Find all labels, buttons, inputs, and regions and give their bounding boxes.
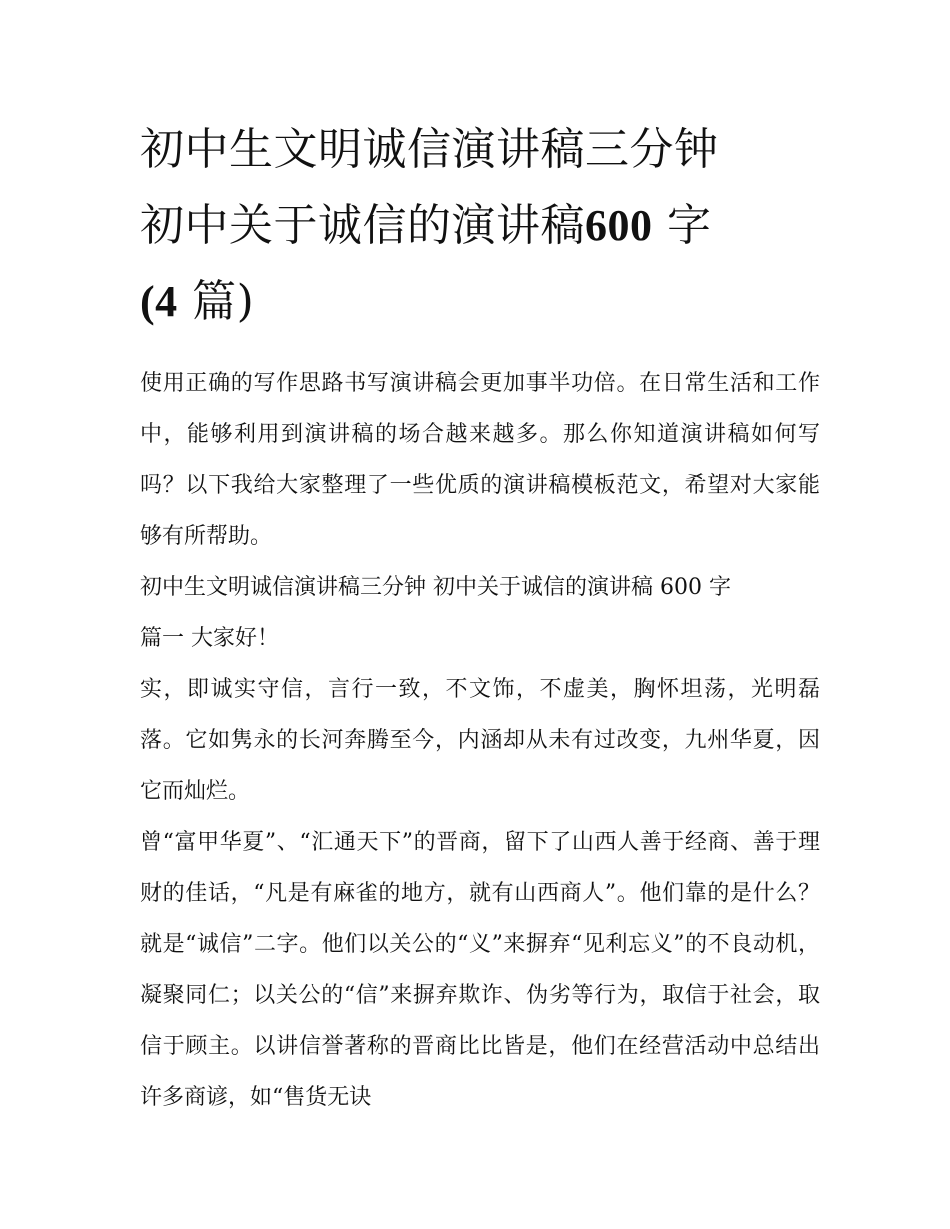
title-word-count: 600 xyxy=(585,201,653,250)
title-line-1-text: 初中生文明诚信演讲稿三分钟 xyxy=(140,124,719,175)
body-paragraph-2: 曾“富甲华夏”、“汇通天下”的晋商，留下了山西人善于经商、善于理财的佳话，“凡是有麻雀的地方，就有山西商人”。他们靠的是什么？就是“诚信”二字。他们以关公的“义”来摒弃“见利忘义”的不良动机，凝聚同仁；以关公的“信”来摒弃欺诈、伪劣等行为，取信于社会，取信于顾主。以讲信誉著称的晋商比比皆是，他们在经营活动中总结出许多商谚，如“售货无诀 xyxy=(140,830,820,1110)
title-line-2-prefix: 初中关于诚信的演讲稿 xyxy=(140,200,585,251)
body-paragraph-1: 实，即诚实守信，言行一致，不文饰，不虚美，胸怀坦荡，光明磊落。它如隽永的长河奔腾至今，内涵却从未有过改变，九州华夏，因它而灿烂。 xyxy=(140,677,820,804)
document-page xyxy=(140,112,820,1123)
document-title xyxy=(140,112,820,340)
title-line-1 xyxy=(140,112,820,188)
intro-paragraph: 使用正确的写作思路书写演讲稿会更加事半功倍。在日常生活和工作中，能够利用到演讲稿的场合越来越多。那么你知道演讲稿如何写吗？以下我给大家整理了一些优质的演讲稿模板范文，希望对大家能够有所帮助。 xyxy=(140,371,820,549)
title-open-paren: ( xyxy=(140,277,156,326)
title-article-count: 4 xyxy=(155,277,178,326)
title-line-2-suffix: 字 xyxy=(667,200,712,251)
title-line-2 xyxy=(140,188,820,264)
greeting-line: 篇一 大家好！ xyxy=(140,626,279,651)
article-heading: 初中生文明诚信演讲稿三分钟 初中关于诚信的演讲稿 600 字 xyxy=(140,575,731,600)
title-line-3-suffix: 篇) xyxy=(192,276,255,327)
document-body xyxy=(140,358,820,1123)
title-line-3 xyxy=(140,264,820,340)
